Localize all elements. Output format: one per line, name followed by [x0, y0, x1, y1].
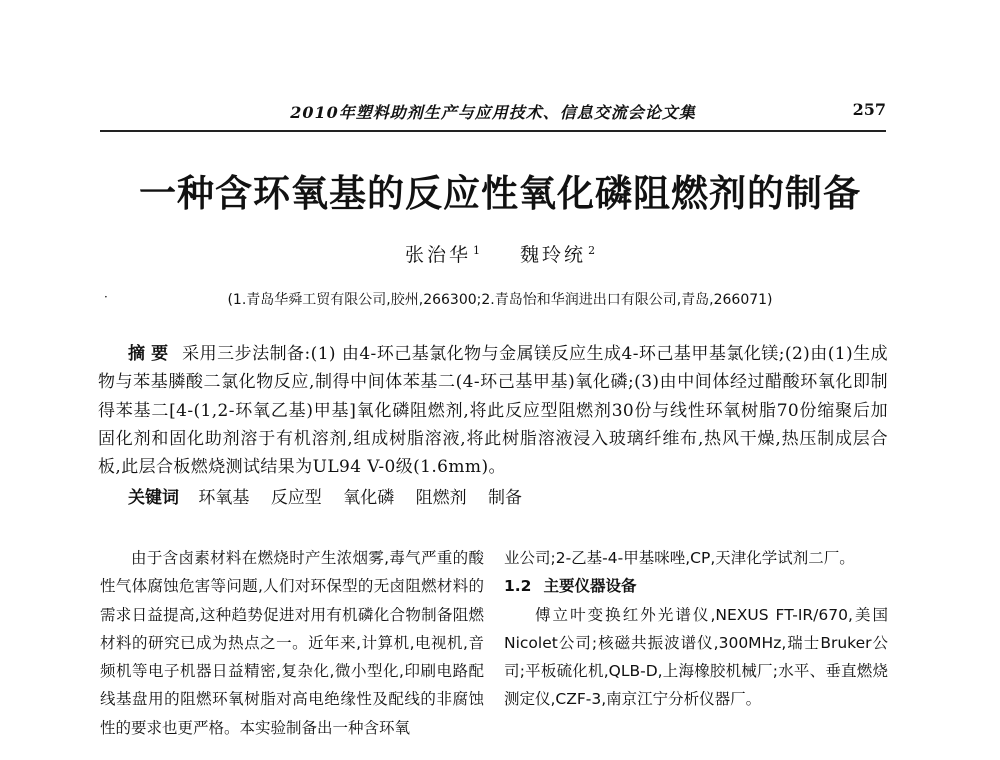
author-affil-mark: 2 — [588, 243, 596, 257]
keyword: 反应型 — [270, 488, 322, 508]
keyword: 阻燃剂 — [415, 488, 467, 508]
running-header — [100, 92, 886, 132]
stray-mark: · — [104, 290, 108, 304]
author-line — [0, 240, 1000, 267]
page-number: 257 — [852, 100, 886, 119]
section-heading — [504, 572, 888, 600]
affiliations: (1.青岛华舜工贸有限公司,胶州,266300;2.青岛怡和华润进出口有限公司,青岛,266071) — [227, 292, 773, 308]
body-column-left — [100, 544, 484, 742]
keyword: 环氧基 — [198, 488, 250, 508]
abstract-text: 采用三步法制备:(1) 由4-环己基氯化物与金属镁反应生成4-环己基甲基氯化镁;(2)由(1)生成物与苯基膦酸二氯化物反应,制得中间体苯基二(4-环己基甲基)氧化磷;(3)由中间体经过醋酸环氧化即制得苯基二[4-(1,2-环氧乙基)甲基]氧化磷阻燃剂,将此反应型阻燃剂30份与线性环氧树脂70份缩聚后加固化剂和固化助剂溶于有机溶剂,组成树脂溶液,将此树脂溶液浸入玻璃纤维布,热风干燥,热压制成层合板,此层合板燃烧测试结果为UL94 V-0级(1.6mm)。 — [98, 344, 888, 478]
body-paragraph: 傅立叶变换红外光谱仪,NEXUS FT-IR/670,美国Nicolet公司;核磁共振波谱仪,300MHz,瑞士Bruker公司;平板硫化机,QLB-D,上海橡胶机械厂;水平、垂直燃烧测定仪,CZF-3,南京江宁分析仪器厂。 — [504, 605, 888, 709]
keyword: 制备 — [488, 488, 523, 508]
author-name: 张治华 — [404, 244, 471, 266]
section-number: 1.2 — [504, 577, 532, 596]
body-column-right — [504, 544, 888, 714]
body-paragraph: 由于含卤素材料在燃烧时产生浓烟雾,毒气严重的酸性气体腐蚀危害等问题,人们对环保型的无卤阻燃材料的需求日益提高,这种趋势促进对用有机磷化合物制备阻燃材料的研究已成为热点之一。近年来,计算机,电视机,音频机等电子机器日益精密,复杂化,微小型化,印刷电路配线基盘用的阻燃环氧树脂对高电绝缘性及配线的非腐蚀性的要求也更严格。本实验制备出一种含环氧 — [100, 549, 484, 737]
keyword: 氧化磷 — [343, 488, 395, 508]
section-title: 主要仪器设备 — [543, 577, 637, 596]
author-name: 魏玲统 — [520, 244, 587, 266]
author-affil-mark: 1 — [472, 243, 480, 257]
keywords — [128, 483, 538, 508]
running-title: 2010年塑料助剂生产与应用技术、信息交流会论文集 — [290, 103, 696, 122]
body-paragraph: 业公司;2-乙基-4-甲基咪唑,CP,天津化学试剂二厂。 — [504, 549, 855, 567]
article-title: 一种含环氧基的反应性氧化磷阻燃剂的制备 — [139, 171, 861, 215]
abstract-label: 摘要 — [128, 344, 175, 364]
keywords-label: 关键词 — [128, 488, 179, 508]
abstract — [98, 340, 888, 481]
